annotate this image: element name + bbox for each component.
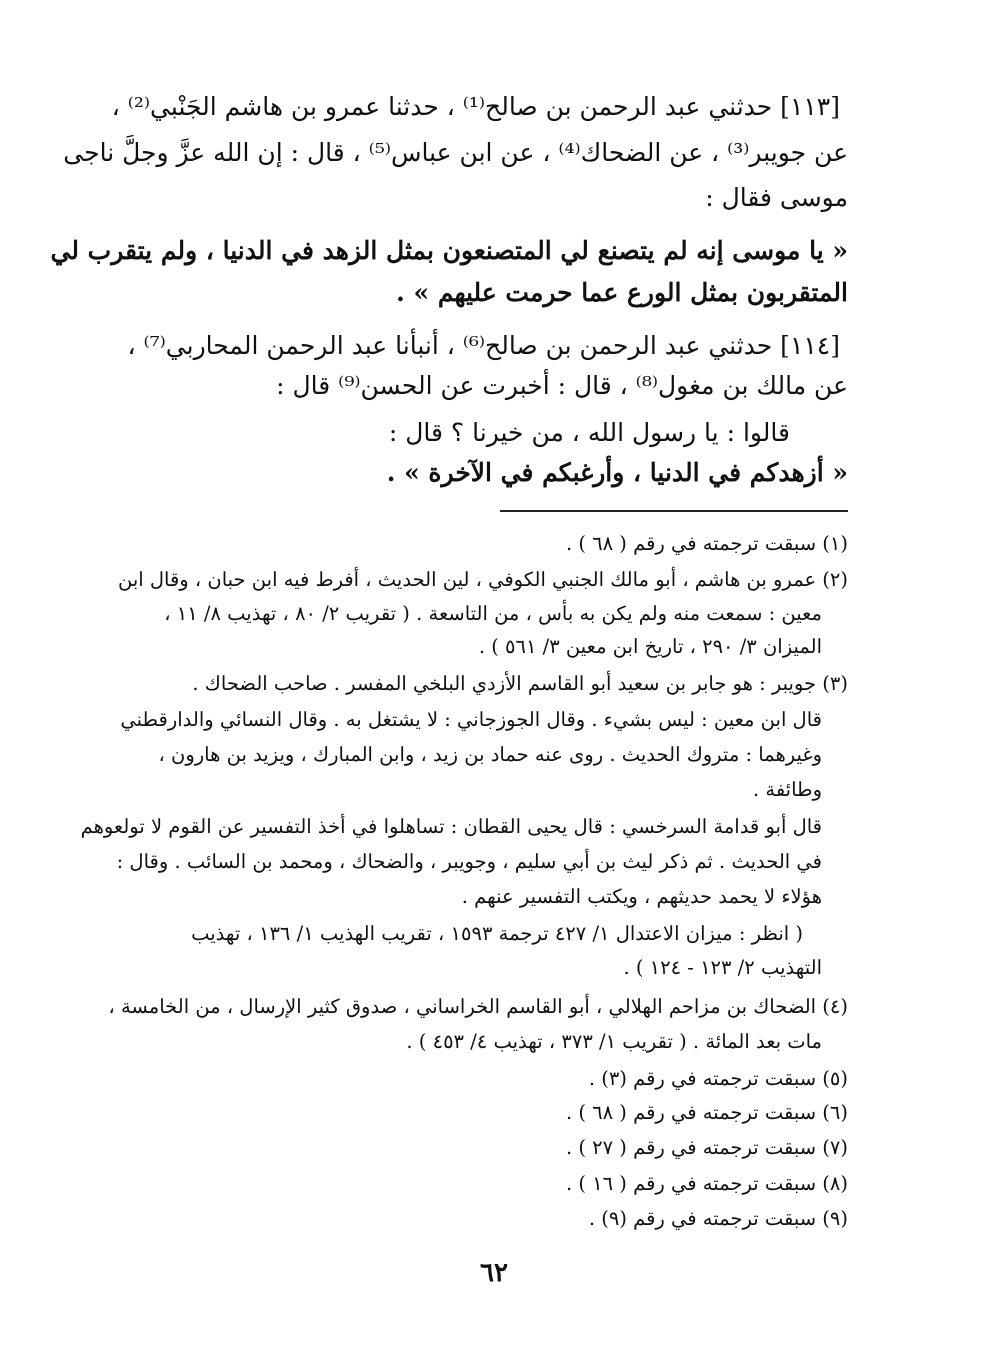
hadith-114-line-1: [١١٤] حدثني عبد الرحمن بن صالح⁽⁶⁾ ، أنبأنا عبد الرحمن المحاربي⁽⁷⁾ ، bbox=[127, 331, 840, 360]
hadith-114-quote: « أزهدكم في الدنيا ، وأرغبكم في الآخرة » . bbox=[386, 458, 848, 487]
hadith-114-line-2: عن مالك بن مغول⁽⁸⁾ ، قال : أخبرت عن الحسن⁽⁹⁾ قال : bbox=[276, 371, 848, 400]
footnote-3-line-3: وغيرهما : متروك الحديث . روى عنه حماد بن زيد ، وابن المبارك ، ويزيد بن هارون ، bbox=[158, 743, 822, 766]
hadith-114-line-3: قالوا : يا رسول الله ، من خيرنا ؟ قال : bbox=[388, 418, 790, 447]
footnote-9: (٩) سبقت ترجمته في رقم (٩) . bbox=[588, 1207, 848, 1230]
footnote-3-line-1: (٣) جويبر : هو جابر بن سعيد أبو القاسم الأزدي البلخي المفسر . صاحب الضحاك . bbox=[192, 672, 848, 695]
footnote-4-line-2: مات بعد المائة . ( تقريب ١/ ٣٧٣ ، تهذيب ٤/ ٤٥٣ ) . bbox=[406, 1030, 822, 1053]
footnote-7: (٧) سبقت ترجمته في رقم ( ٢٧ ) . bbox=[565, 1136, 848, 1159]
footnote-3-line-9: التهذيب ٢/ ١٢٣ - ١٢٤ ) . bbox=[623, 956, 822, 979]
footnote-3-line-2: قال ابن معين : ليس بشيء . وقال الجوزجاني : لا يشتغل به . وقال النسائي والدارقطني bbox=[120, 708, 822, 731]
footnote-4-line-1: (٤) الضحاك بن مزاحم الهلالي ، أبو القاسم الخراساني ، صدوق كثير الإرسال ، من الخامسة ، bbox=[108, 995, 848, 1018]
hadith-113-line-2: عن جويبر⁽³⁾ ، عن الضحاك⁽⁴⁾ ، عن ابن عباس⁽⁵⁾ ، قال : إن الله عزَّ وجلَّ ناجى bbox=[63, 138, 848, 167]
hadith-113-line-1: [١١٣] حدثني عبد الرحمن بن صالح⁽¹⁾ ، حدثنا عمرو بن هاشم الجَنْبي⁽²⁾ ، bbox=[111, 92, 840, 121]
footnote-8: (٨) سبقت ترجمته في رقم ( ١٦ ) . bbox=[565, 1172, 848, 1195]
footnote-separator bbox=[500, 510, 848, 512]
hadith-113-line-3: موسى فقال : bbox=[705, 183, 848, 212]
hadith-113-quote-line-1: « يا موسى إنه لم يتصنع لي المتصنعون بمثل الزهد في الدنيا ، ولم يتقرب لي bbox=[50, 236, 848, 265]
footnote-3-line-4: وطائفة . bbox=[752, 778, 822, 801]
footnote-6: (٦) سبقت ترجمته في رقم ( ٦٨ ) . bbox=[565, 1101, 848, 1124]
page-number: ٦٢ bbox=[480, 1258, 508, 1288]
footnote-1: (١) سبقت ترجمته في رقم ( ٦٨ ) . bbox=[565, 532, 848, 555]
footnote-2-line-2: معين : سمعت منه ولم يكن به بأس ، من التاسعة . ( تقريب ٢/ ٨٠ ، تهذيب ٨/ ١١ ، bbox=[164, 602, 822, 625]
footnote-5: (٥) سبقت ترجمته في رقم (٣) . bbox=[588, 1067, 848, 1090]
footnote-2-line-3: الميزان ٣/ ٢٩٠ ، تاريخ ابن معين ٣/ ٥٦١ ) . bbox=[478, 635, 822, 658]
footnote-3-line-7: هؤلاء لا يحمد حديثهم ، ويكتب التفسير عنهم . bbox=[461, 885, 822, 908]
footnote-3-line-8: ( انظر : ميزان الاعتدال ١/ ٤٢٧ ترجمة ١٥٩٣ ، تقريب الهذيب ١/ ١٣٦ ، تهذيب bbox=[191, 922, 803, 945]
hadith-113-quote-line-2: المتقربون بمثل الورع عما حرمت عليهم » . bbox=[396, 278, 848, 307]
footnote-2-line-1: (٢) عمرو بن هاشم ، أبو مالك الجنبي الكوفي ، لين الحديث ، أفرط فيه ابن حبان ، وقال ابن bbox=[117, 568, 848, 591]
footnote-3-line-5: قال أبو قدامة السرخسي : قال يحيى القطان : تساهلوا في أخذ التفسير عن القوم لا تولعوهم bbox=[80, 815, 822, 838]
footnote-3-line-6: في الحديث . ثم ذكر ليث بن أبي سليم ، وجويبر ، والضحاك ، ومحمد بن السائب . وقال : bbox=[116, 850, 822, 873]
